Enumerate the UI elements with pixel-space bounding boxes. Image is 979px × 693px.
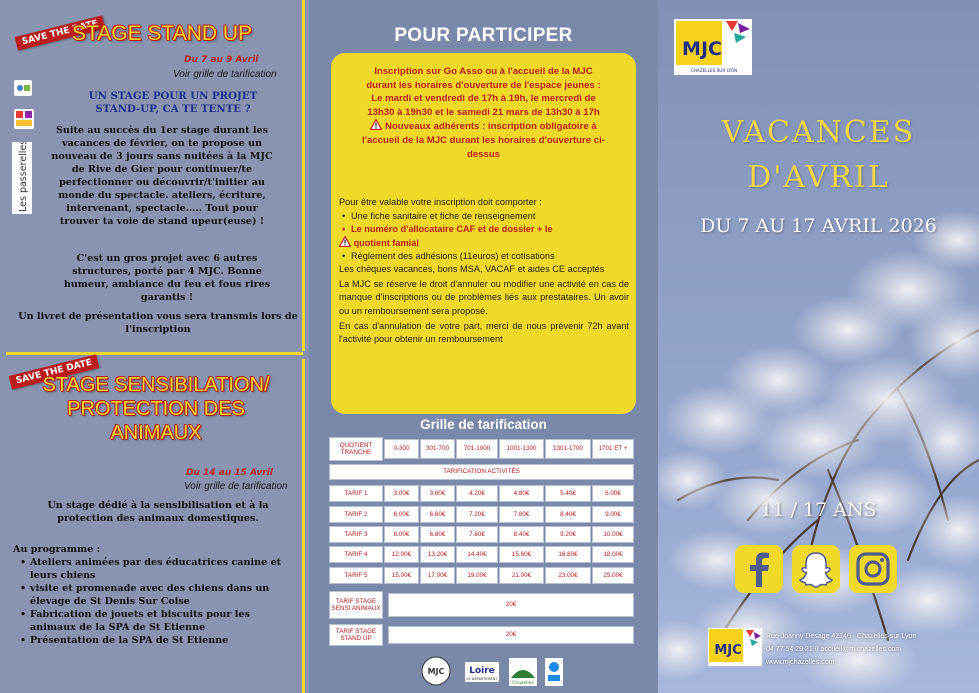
save-the-date-tag: SAVE THE DATE: [15, 15, 106, 50]
registration-info: [341, 65, 626, 161]
partner-logo-icon: [14, 109, 34, 129]
text-line: dessus: [466, 148, 501, 160]
bracket-header-cell: 1001-1300: [500, 440, 543, 458]
text-line: monde du spectacle. ateliers, écriture,: [58, 189, 266, 201]
text-line: Le numéro d'allocataire CAF et de dossier + le: [351, 224, 553, 235]
pour-participer-title: POUR PARTICIPER: [394, 25, 573, 46]
cancel-you-text: En cas d'annulation de votre part, merci de nous prévenir 72h avant l'activité pour obtenir un remboursement: [339, 320, 629, 344]
title-line: ANIMAUX: [110, 422, 202, 444]
headline-line: STAND-UP, CA TE TENTE ?: [95, 103, 251, 116]
tarif-value-cell: 6.00€: [385, 507, 418, 522]
warning-icon: [370, 119, 382, 130]
contact-text[interactable]: 04 77 54 29 21 // accueil@mjchazelles.com: [766, 646, 902, 653]
cover-panel: [658, 0, 979, 693]
text-line: structures, porté par 4 MJC. Bonne: [72, 265, 262, 277]
list-item: • Règlement des adhésions (11euros) et cotisations: [339, 250, 629, 263]
caf-logo: [545, 658, 563, 686]
text-line: humeur, ambiance du feu et fous rires: [63, 278, 271, 290]
requirements-info: [339, 196, 629, 346]
snapchat-button[interactable]: [792, 545, 840, 593]
tarif-label-cell: TARIF 1: [330, 486, 382, 501]
loire-logo-text: Loire: [469, 666, 495, 676]
tarif-value-cell: 7.20€: [457, 507, 497, 522]
text-line: intervenant, spectacle….. Tout pour: [66, 202, 258, 214]
title-line: PROTECTION DES: [67, 398, 245, 420]
snapchat-icon: [792, 545, 840, 593]
special-tarif-label-cell: TARIF STAGE STAND UP: [330, 625, 382, 645]
bracket-header-cell: 1701 ET +: [593, 440, 633, 458]
list-item: • visite et promenade avec des chiens dans un élevage de St Denis Sur Coise: [20, 583, 282, 609]
instagram-button[interactable]: [849, 545, 897, 593]
tarif-value-cell: 8.40€: [500, 527, 543, 542]
text-line: l'inscription: [125, 323, 191, 335]
tarif-value-cell: 13.20€: [421, 547, 454, 562]
text-line: durant les horaires d'ouverture de l'espace jeunes :: [366, 79, 601, 91]
special-tarif-value-cell: 20€: [389, 594, 633, 616]
mjc-logo-subtext: CHAZELLES SUR LYON: [690, 68, 738, 73]
tarif-value-cell: 15.00€: [385, 568, 418, 583]
yellow-divider-line: [302, 359, 305, 693]
bracket-header-cell: 301-700: [421, 440, 454, 458]
text-line: Le mardi et vendredi de 17h à 19h, le mercredi de: [371, 93, 596, 105]
yellow-divider-line: [302, 0, 305, 351]
title-line: STAGE SENSIBILATION/: [42, 374, 270, 396]
req2-continuation: [339, 236, 629, 250]
bracket-header-cell: 0-300: [385, 440, 418, 458]
tarif-value-cell: 19.00€: [457, 568, 497, 583]
save-the-date-tag: SAVE THE DATE: [9, 354, 100, 389]
vacances-title: VACANCES: [721, 115, 916, 150]
text-line: Suite au succès du 1er stage durant les: [55, 125, 269, 136]
warning-icon: [339, 236, 351, 247]
stage1-paragraph: [40, 125, 284, 229]
les-passerelles-text: Les passerelles: [18, 142, 29, 212]
tarif-value-cell: 9.20€: [546, 527, 590, 542]
website-link[interactable]: www.mjchazelles.com: [766, 659, 835, 666]
mjc-logo-text: MJC: [427, 667, 445, 676]
stage2-intro: [18, 500, 298, 526]
registration-box: [331, 53, 636, 414]
tarif-value-cell: 16.80€: [546, 547, 590, 562]
stage2-pricing-note: Voir grille de tarification: [184, 481, 288, 492]
age-range: 11 / 17 ANS: [760, 499, 877, 521]
avril-title: D'AVRIL: [747, 160, 890, 195]
stage1-paragraph: [14, 311, 302, 337]
tarif-value-cell: 3.00€: [385, 486, 418, 501]
activities-header-cell: TARIFICATION ACTIVITÉS: [330, 465, 633, 479]
tarif-value-cell: 4.20€: [457, 486, 497, 501]
new-members-line: [341, 119, 626, 134]
mjc-logo-icon: [421, 656, 451, 686]
tarif-value-cell: 18.00€: [593, 547, 633, 562]
mjc-footer-logo-icon: [708, 628, 762, 666]
text-line: Un livret de présentation vous sera transmis lors de: [18, 311, 298, 322]
les-passerelles-icon: [12, 142, 32, 214]
text-line: vacances de février, on te propose un: [62, 137, 262, 149]
mjc-footer-logo-text: MJC: [714, 643, 742, 658]
address-text: Rue Joanny Desage 42140 - Chazelles sur Lyon: [766, 633, 917, 640]
tarif-value-cell: 6.60€: [421, 507, 454, 522]
yellow-divider-line: [6, 352, 303, 355]
tarif-value-cell: 14.40€: [457, 547, 497, 562]
list-item: • Présentation de la SPA de St Etienne: [20, 635, 282, 648]
stage-animaux-title: [18, 373, 294, 445]
list-item: • Fabrication de jouets et biscuits pour les animaux de la SPA de St Etienne: [20, 609, 282, 635]
program-label: Au programme :: [13, 544, 101, 555]
payments-text: Les chèques vacances, bons MSA, VACAF et aides CE acceptés: [339, 264, 605, 275]
stage1-pricing-note: Voir grille de tarification: [173, 69, 277, 80]
loire-logo: [465, 662, 499, 682]
partner-logo-icon: [14, 80, 32, 96]
mjc-logo: [674, 19, 752, 75]
stage1-headline: [58, 90, 288, 117]
tarif-label-cell: TARIF 4: [330, 547, 382, 562]
chazelles-logo-icon: [509, 658, 537, 686]
bracket-header-cell: 1301-1700: [546, 440, 590, 458]
partner-logo: [14, 80, 32, 96]
tarif-value-cell: 9.00€: [593, 507, 633, 522]
grid-title: Grille de tarification: [420, 417, 547, 432]
mjc-partner-logo: [421, 656, 451, 686]
caf-logo-icon: [545, 658, 563, 686]
tarif-value-cell: 6.80€: [421, 527, 454, 542]
qf-label-cell: QUOTIENT TRANCHE: [330, 438, 382, 460]
list-item: • Une fiche sanitaire et fiche de renseignement: [339, 210, 629, 223]
text-line: Un stage dédié à la sensibilisation et à la: [47, 500, 269, 511]
list-item: [339, 223, 629, 236]
text-line: garantis !: [140, 291, 194, 303]
requirements-intro: Pour être valable votre inscription doit comporter :: [339, 197, 542, 207]
chazelles-logo-text: Chazelles: [512, 681, 534, 686]
special-tarif-value-cell: 20€: [389, 627, 633, 643]
stage1-dates: Du 7 au 9 Avril: [184, 55, 259, 65]
tarif-value-cell: 10.00€: [593, 527, 633, 542]
tarif-value-cell: 25.00€: [593, 568, 633, 583]
facebook-icon: [735, 545, 783, 593]
loire-logo-subtext: LE DÉPARTEMENT: [466, 677, 498, 681]
text-line: de Rive de Gier pour continuer/te: [71, 163, 253, 175]
text-line: perfectionner ou découvrir/t'initier au: [59, 176, 265, 188]
facebook-button[interactable]: [735, 545, 783, 593]
mjc-logo-icon: [674, 19, 752, 75]
stage-stand-up-title: STAGE STAND UP: [71, 22, 253, 45]
tarif-label-cell: TARIF 5: [330, 568, 382, 583]
tarif-value-cell: 3.60€: [421, 486, 454, 501]
instagram-icon: [849, 545, 897, 593]
tarif-value-cell: 23.00€: [546, 568, 590, 583]
tarif-value-cell: 7.80€: [500, 507, 543, 522]
text-line: C'est un gros projet avec 6 autres: [76, 253, 258, 264]
tarif-value-cell: 6.00€: [385, 527, 418, 542]
text-line: trouver ta voie de stand upeur(euse) !: [59, 215, 265, 227]
tarif-label-cell: TARIF 3: [330, 527, 382, 542]
stand-up-panel: [0, 0, 309, 693]
text-line: 13h30 à 19h30 et le samedi 21 mars de 13h30 à 17h: [367, 106, 600, 118]
text-line: Nouveaux adhérents : inscription obligatoire à: [385, 121, 597, 133]
holiday-dates: DU 7 AU 17 AVRIL 2026: [700, 215, 937, 237]
requirements-list: [339, 210, 629, 236]
tarif-value-cell: 6.00€: [593, 486, 633, 501]
tarif-value-cell: 15.60€: [500, 547, 543, 562]
stage1-paragraph: [45, 253, 289, 305]
stage2-dates: Du 14 au 15 Avril: [186, 468, 273, 478]
tarif-value-cell: 12.00€: [385, 547, 418, 562]
cancel-mjc-text: La MJC se réserve le droit d'annuler ou modifier une activité en cas de manque d'inscriptions ou de problèmes liés aux prestataires. Un avoir ou un remboursement sera proposé.: [339, 279, 629, 316]
tarif-value-cell: 4.80€: [500, 486, 543, 501]
requirements-list: [339, 250, 629, 263]
tarif-value-cell: 5.40€: [546, 486, 590, 501]
headline-line: UN STAGE POUR UN PROJET: [88, 90, 258, 102]
registration-panel: [309, 0, 658, 693]
loire-logo-icon: [465, 662, 499, 682]
program-list: [20, 557, 282, 648]
tarif-value-cell: 7.60€: [457, 527, 497, 542]
list-item: • Ateliers animées par des éducatrices canine et leurs chiens: [20, 557, 282, 583]
text-line: nouveau de 3 jours sans nuitées à la MJC: [51, 150, 273, 162]
tarif-value-cell: 8.40€: [546, 507, 590, 522]
tarif-label-cell: TARIF 2: [330, 507, 382, 522]
tarif-value-cell: 21.00€: [500, 568, 543, 583]
text-line: l'accueil de la MJC durant les horaires d'ouverture ci-: [362, 135, 605, 147]
partner-logo: [14, 109, 34, 129]
special-tarif-label-cell: TARIF STAGE SENSI ANIMAUX: [330, 592, 382, 618]
mjc-logo-text: MJC: [682, 38, 722, 60]
text-line: protection des animaux domestiques.: [57, 512, 259, 524]
chazelles-logo: [509, 658, 537, 686]
text-line: Inscription sur Go Asso ou à l'accueil de la MJC: [374, 66, 593, 77]
bracket-header-cell: 701-1000: [457, 440, 497, 458]
text-line: quotient famial: [353, 238, 419, 249]
mjc-footer-logo: [708, 628, 762, 666]
tarif-value-cell: 17.00€: [421, 568, 454, 583]
les-passerelles-logo: [12, 142, 32, 214]
